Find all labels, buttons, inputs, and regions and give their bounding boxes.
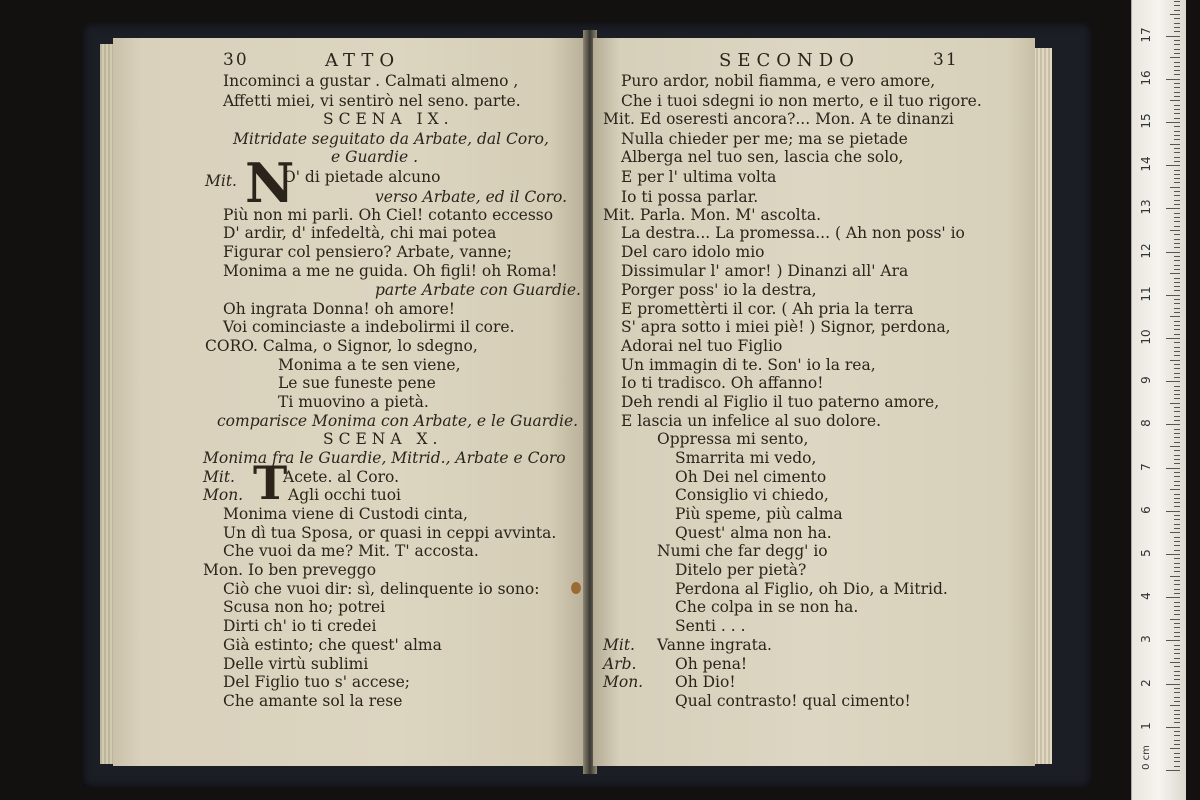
text-line: CORO. Calma, o Signor, lo sdegno, xyxy=(205,337,478,355)
scene-heading: SCENA X. xyxy=(323,430,443,448)
ruler-tick xyxy=(1166,165,1180,166)
ruler-number: 3 xyxy=(1139,635,1153,644)
ruler-tick xyxy=(1170,576,1180,577)
ruler-tick xyxy=(1174,44,1180,45)
running-header-right: SECONDO xyxy=(719,50,860,71)
text-line: Delle virtù sublimi xyxy=(223,655,369,673)
ruler-tick xyxy=(1174,722,1180,723)
ruler-tick xyxy=(1174,70,1180,71)
ruler-tick xyxy=(1174,761,1180,762)
ruler-tick xyxy=(1166,511,1180,512)
ruler-tick xyxy=(1170,144,1180,145)
ruler-tick xyxy=(1174,610,1180,611)
ruler-tick xyxy=(1174,290,1180,291)
ruler-tick xyxy=(1174,217,1180,218)
ruler-tick xyxy=(1174,27,1180,28)
ruler-tick xyxy=(1174,472,1180,473)
ruler-tick xyxy=(1174,152,1180,153)
ruler-tick xyxy=(1174,66,1180,67)
ruler-tick xyxy=(1174,515,1180,516)
ruler-tick xyxy=(1174,571,1180,572)
ruler-tick xyxy=(1174,528,1180,529)
text-line: Perdona al Figlio, oh Dio, a Mitrid. xyxy=(675,580,948,598)
text-line: Monima viene di Custodi cinta, xyxy=(223,505,468,523)
speaker-label: Mit. xyxy=(205,172,237,190)
scene-heading: SCENA IX. xyxy=(323,110,454,128)
text-line: Vanne ingrata. xyxy=(657,636,772,654)
ruler-tick xyxy=(1174,537,1180,538)
ruler-tick xyxy=(1170,187,1180,188)
ruler-tick xyxy=(1174,182,1180,183)
text-line: Porger poss' io la destra, xyxy=(621,281,817,299)
ruler-tick xyxy=(1174,286,1180,287)
ruler-tick xyxy=(1174,653,1180,654)
ruler-tick xyxy=(1174,636,1180,637)
text-line: Monima a te sen viene, xyxy=(278,356,461,374)
ruler-tick xyxy=(1166,122,1180,123)
ruler-tick xyxy=(1174,204,1180,205)
ruler-tick xyxy=(1174,113,1180,114)
text-line: Mit. Ed oseresti ancora?... Mon. A te dinanzi xyxy=(603,110,954,128)
ruler-tick xyxy=(1174,563,1180,564)
ruler-tick xyxy=(1174,351,1180,352)
dropcap-t: T xyxy=(253,456,288,510)
dropcap-n: N xyxy=(245,151,295,215)
text-line: E lascia un infelice al suo dolore. xyxy=(621,412,882,430)
ruler-tick xyxy=(1174,260,1180,261)
ruler-tick xyxy=(1170,748,1180,749)
ruler-tick xyxy=(1174,269,1180,270)
text-line: Un dì tua Sposa, or quasi in ceppi avvinta. xyxy=(223,524,557,542)
ruler-tick xyxy=(1174,589,1180,590)
ruler-tick xyxy=(1174,688,1180,689)
text-line: Oh Dio! xyxy=(675,673,736,691)
ruler-tick xyxy=(1174,714,1180,715)
left-page xyxy=(113,38,587,766)
text-line: Senti . . . xyxy=(675,617,746,635)
ruler-tick xyxy=(1166,295,1180,296)
text-line: La destra... La promessa... ( Ah non poss' io xyxy=(621,224,965,242)
speaker-label: Mon. xyxy=(203,486,244,504)
ruler-tick xyxy=(1174,675,1180,676)
ruler-tick xyxy=(1166,424,1180,425)
ruler-tick xyxy=(1174,602,1180,603)
ruler-number: 5 xyxy=(1139,549,1153,557)
text-line: Ti muovino a pietà. xyxy=(278,393,429,411)
ruler-tick xyxy=(1174,498,1180,499)
ruler-number: 7 xyxy=(1139,462,1153,471)
ruler-tick xyxy=(1170,489,1180,490)
text-line: Numi che far degg' io xyxy=(657,542,828,560)
ruler-tick xyxy=(1174,265,1180,266)
ruler-tick xyxy=(1170,316,1180,317)
text-line: Che amante sol la rese xyxy=(223,692,403,710)
ruler-tick xyxy=(1174,5,1180,6)
ruler-tick xyxy=(1174,31,1180,32)
text-line: e Guardie . xyxy=(331,148,419,166)
ruler-tick xyxy=(1174,614,1180,615)
ruler-tick xyxy=(1174,766,1180,767)
ruler-tick xyxy=(1166,597,1180,598)
ruler-tick xyxy=(1174,148,1180,149)
speaker-label: Arb. xyxy=(603,655,637,673)
ruler-number: 10 xyxy=(1139,329,1153,345)
text-line: Oh Dei nel cimento xyxy=(675,468,827,486)
ruler-tick xyxy=(1174,692,1180,693)
ruler-tick xyxy=(1174,92,1180,93)
text-line: Oh pena! xyxy=(675,655,748,673)
ruler-tick xyxy=(1170,446,1180,447)
ruler-tick xyxy=(1174,18,1180,19)
ruler-number: 14 xyxy=(1139,156,1153,172)
ruler-tick xyxy=(1174,118,1180,119)
ruler-tick xyxy=(1174,735,1180,736)
ruler-tick xyxy=(1174,437,1180,438)
ruler-tick xyxy=(1174,109,1180,110)
ink-stain xyxy=(571,582,581,594)
ruler-number: 17 xyxy=(1139,26,1153,43)
text-line: Del caro idolo mio xyxy=(621,243,765,261)
ruler-tick xyxy=(1174,701,1180,702)
ruler-tick xyxy=(1170,662,1180,663)
ruler-tick xyxy=(1174,170,1180,171)
ruler-tick xyxy=(1174,334,1180,335)
ruler-tick xyxy=(1174,606,1180,607)
ruler-tick xyxy=(1174,550,1180,551)
text-line: Che colpa in se non ha. xyxy=(675,598,859,616)
ruler-tick xyxy=(1174,455,1180,456)
text-line: Del Figlio tuo s' accese; xyxy=(223,673,411,691)
ruler-tick xyxy=(1166,770,1180,771)
ruler-tick xyxy=(1170,705,1180,706)
text-line: Acete. al Coro. xyxy=(283,468,400,486)
text-line: Adorai nel tuo Figlio xyxy=(621,337,783,355)
text-line: Quest' alma non ha. xyxy=(675,524,832,542)
ruler-tick xyxy=(1166,381,1180,382)
text-line: Affetti miei, vi sentirò nel seno. parte. xyxy=(223,92,521,110)
text-line: E promettèrti il cor. ( Ah pria la terra xyxy=(621,300,914,318)
text-line: Già estinto; che quest' alma xyxy=(223,636,442,654)
ruler-number: 13 xyxy=(1139,199,1153,216)
text-line: Mon. Io ben preveggo xyxy=(203,561,377,579)
ruler-tick xyxy=(1170,14,1180,15)
ruler-tick xyxy=(1174,83,1180,84)
ruler-tick xyxy=(1174,368,1180,369)
ruler-tick xyxy=(1174,191,1180,192)
ruler-tick xyxy=(1174,679,1180,680)
text-line: Che i tuoi sdegni io non merto, e il tuo rigore. xyxy=(621,92,982,110)
ruler-number: 1 xyxy=(1139,721,1153,730)
speaker-label: Mit. xyxy=(203,468,235,486)
ruler-tick xyxy=(1174,157,1180,158)
text-line: Dissimular l' amor! ) Dinanzi all' Ara xyxy=(621,262,909,280)
ruler-tick xyxy=(1174,558,1180,559)
ruler-tick xyxy=(1174,239,1180,240)
ruler-tick xyxy=(1174,394,1180,395)
text-line: Consiglio vi chiedo, xyxy=(675,486,829,504)
ruler-tick xyxy=(1174,325,1180,326)
ruler-number: 2 xyxy=(1139,678,1153,687)
ruler-tick xyxy=(1174,740,1180,741)
text-line: Figurar col pensiero? Arbate, vanne; xyxy=(223,243,513,261)
ruler-tick xyxy=(1174,355,1180,356)
ruler-tick xyxy=(1174,131,1180,132)
ruler-tick xyxy=(1174,519,1180,520)
ruler-tick xyxy=(1174,195,1180,196)
stage-direction: verso Arbate, ed il Coro. xyxy=(375,188,568,206)
ruler-tick xyxy=(1174,485,1180,486)
ruler-tick xyxy=(1174,234,1180,235)
ruler-tick xyxy=(1174,23,1180,24)
ruler-tick xyxy=(1174,757,1180,758)
ruler-tick xyxy=(1166,640,1180,641)
ruler-tick xyxy=(1174,463,1180,464)
ruler-tick xyxy=(1174,442,1180,443)
ruler-tick xyxy=(1174,416,1180,417)
ruler-tick xyxy=(1174,96,1180,97)
ruler-tick xyxy=(1174,386,1180,387)
ruler-tick xyxy=(1174,364,1180,365)
ruler-tick xyxy=(1170,100,1180,101)
ruler-tick xyxy=(1174,247,1180,248)
ruler-tick xyxy=(1170,360,1180,361)
ruler-number: 15 xyxy=(1139,113,1153,129)
ruler-tick xyxy=(1174,494,1180,495)
ruler-tick xyxy=(1174,53,1180,54)
ruler-tick xyxy=(1174,433,1180,434)
ruler-tick xyxy=(1174,459,1180,460)
ruler-tick xyxy=(1170,273,1180,274)
text-line: Io ti possa parlar. xyxy=(621,188,759,206)
text-line: Monima a me ne guida. Oh figli! oh Roma! xyxy=(223,262,558,280)
text-line: E per l' ultima volta xyxy=(621,168,777,186)
ruler-tick xyxy=(1174,623,1180,624)
ruler-tick xyxy=(1174,282,1180,283)
ruler-tick xyxy=(1174,135,1180,136)
ruler-tick xyxy=(1174,545,1180,546)
text-line: D' ardir, d' infedeltà, chi mai potea xyxy=(223,224,497,242)
text-line: Io ti tradisco. Oh affanno! xyxy=(621,374,824,392)
ruler-tick xyxy=(1174,506,1180,507)
ruler-tick xyxy=(1170,230,1180,231)
ruler-tick xyxy=(1166,468,1180,469)
text-line: Mit. Parla. Mon. M' ascolta. xyxy=(603,206,822,224)
ruler-tick xyxy=(1174,476,1180,477)
text-line: O' di pietade alcuno xyxy=(283,168,441,186)
ruler-tick xyxy=(1174,329,1180,330)
right-page-edges xyxy=(1032,48,1052,764)
ruler-tick xyxy=(1174,342,1180,343)
text-line: Mitridate seguitato da Arbate, dal Coro, xyxy=(233,130,549,148)
text-line: Nulla chieder per me; ma se pietade xyxy=(621,130,908,148)
ruler-number: 11 xyxy=(1139,286,1153,302)
text-line: Oppressa mi sento, xyxy=(657,430,809,448)
ruler-tick xyxy=(1174,178,1180,179)
ruler-tick xyxy=(1166,252,1180,253)
ruler-number: 16 xyxy=(1139,70,1153,86)
ruler-tick xyxy=(1174,373,1180,374)
ruler-number: 6 xyxy=(1139,505,1153,514)
text-line: Voi cominciaste a indebolirmi il core. xyxy=(223,318,515,336)
ruler-tick xyxy=(1174,243,1180,244)
ruler-tick xyxy=(1174,632,1180,633)
ruler-tick xyxy=(1174,481,1180,482)
ruler-tick xyxy=(1174,10,1180,11)
ruler-tick xyxy=(1170,619,1180,620)
ruler-tick xyxy=(1174,398,1180,399)
ruler-tick xyxy=(1174,666,1180,667)
ruler-tick xyxy=(1174,718,1180,719)
ruler-tick xyxy=(1174,299,1180,300)
ruler-tick xyxy=(1174,580,1180,581)
text-line: Dirti ch' io ti credei xyxy=(223,617,377,635)
page-number-left: 30 xyxy=(223,50,249,70)
text-line: Ditelo per pietà? xyxy=(675,561,807,579)
ruler-tick xyxy=(1174,226,1180,227)
text-line: Più non mi parli. Oh Ciel! cotanto eccesso xyxy=(223,206,554,224)
page-number-right: 31 xyxy=(933,50,959,70)
ruler-tick xyxy=(1174,377,1180,378)
ruler-tick xyxy=(1174,627,1180,628)
ruler-tick xyxy=(1174,347,1180,348)
ruler-number: 12 xyxy=(1139,242,1153,259)
ruler-tick xyxy=(1174,710,1180,711)
ruler-tick xyxy=(1166,684,1180,685)
text-line: Oh ingrata Donna! oh amore! xyxy=(223,300,455,318)
ruler-tick xyxy=(1174,524,1180,525)
ruler-tick xyxy=(1174,567,1180,568)
ruler-tick xyxy=(1174,649,1180,650)
ruler-tick xyxy=(1166,208,1180,209)
text-line: S' apra sotto i miei piè! ) Signor, perdona, xyxy=(621,318,951,336)
ruler-tick xyxy=(1166,79,1180,80)
ruler-tick xyxy=(1174,541,1180,542)
speaker-label: Mon. xyxy=(603,673,644,691)
ruler-tick xyxy=(1174,731,1180,732)
ruler-tick xyxy=(1174,502,1180,503)
ruler-unit-label: 0 cm xyxy=(1140,745,1152,770)
ruler-tick xyxy=(1174,411,1180,412)
text-line: Qual contrasto! qual cimento! xyxy=(675,692,911,710)
text-line: Le sue funeste pene xyxy=(278,374,436,392)
ruler-tick xyxy=(1166,338,1180,339)
ruler-tick xyxy=(1174,303,1180,304)
ruler-tick xyxy=(1174,200,1180,201)
text-line: Ciò che vuoi dir: sì, delinquente io sono: xyxy=(223,580,540,598)
ruler-tick xyxy=(1174,697,1180,698)
ruler-tick xyxy=(1174,645,1180,646)
ruler-tick xyxy=(1174,658,1180,659)
ruler-tick xyxy=(1174,105,1180,106)
ruler-tick xyxy=(1174,256,1180,257)
ruler-tick xyxy=(1174,1,1180,2)
ruler-tick xyxy=(1166,554,1180,555)
ruler-tick xyxy=(1174,174,1180,175)
ruler-tick xyxy=(1174,420,1180,421)
ruler-tick xyxy=(1174,390,1180,391)
ruler-tick xyxy=(1174,321,1180,322)
text-line: Deh rendi al Figlio il tuo paterno amore, xyxy=(621,393,940,411)
ruler-tick xyxy=(1174,126,1180,127)
ruler-tick xyxy=(1174,671,1180,672)
ruler-tick xyxy=(1174,429,1180,430)
measurement-ruler xyxy=(1131,0,1186,800)
ruler-tick xyxy=(1174,278,1180,279)
text-line: Un immagin di te. Son' io la rea, xyxy=(621,356,876,374)
text-line: Smarrita mi vedo, xyxy=(675,449,817,467)
ruler-tick xyxy=(1174,87,1180,88)
stage-direction: comparisce Monima con Arbate, e le Guardie. xyxy=(217,412,579,430)
ruler-tick xyxy=(1170,403,1180,404)
speaker-label: Mit. xyxy=(603,636,635,654)
text-line: Alberga nel tuo sen, lascia che solo, xyxy=(621,148,904,166)
ruler-tick xyxy=(1170,57,1180,58)
ruler-tick xyxy=(1174,450,1180,451)
ruler-tick xyxy=(1174,40,1180,41)
ruler-tick xyxy=(1166,36,1180,37)
ruler-tick xyxy=(1174,161,1180,162)
ruler-number: 4 xyxy=(1139,592,1153,601)
text-line: Più speme, più calma xyxy=(675,505,843,523)
ruler-tick xyxy=(1174,584,1180,585)
ruler-tick xyxy=(1174,49,1180,50)
ruler-number: 9 xyxy=(1139,376,1153,385)
ruler-tick xyxy=(1174,213,1180,214)
ruler-tick xyxy=(1166,727,1180,728)
ruler-tick xyxy=(1174,744,1180,745)
text-line: Monima fra le Guardie, Mitrid., Arbate e Coro xyxy=(203,449,566,467)
ruler-tick xyxy=(1174,407,1180,408)
text-line: Agli occhi tuoi xyxy=(288,486,402,504)
running-header-left: ATTO xyxy=(325,50,401,71)
ruler-tick xyxy=(1174,308,1180,309)
ruler-number: 8 xyxy=(1139,419,1153,428)
text-line: Scusa non ho; potrei xyxy=(223,598,386,616)
ruler-tick xyxy=(1174,593,1180,594)
ruler-tick xyxy=(1174,139,1180,140)
text-line: Che vuoi da me? Mit. T' accosta. xyxy=(223,542,479,560)
text-line: Incominci a gustar . Calmati almeno , xyxy=(223,72,519,90)
stage-direction: parte Arbate con Guardie. xyxy=(375,281,581,299)
right-page xyxy=(593,38,1035,766)
ruler-tick xyxy=(1174,312,1180,313)
ruler-tick xyxy=(1174,62,1180,63)
ruler-tick xyxy=(1170,532,1180,533)
text-line: Puro ardor, nobil fiamma, e vero amore, xyxy=(621,72,936,90)
ruler-tick xyxy=(1174,753,1180,754)
ruler-tick xyxy=(1174,74,1180,75)
ruler-tick xyxy=(1174,221,1180,222)
